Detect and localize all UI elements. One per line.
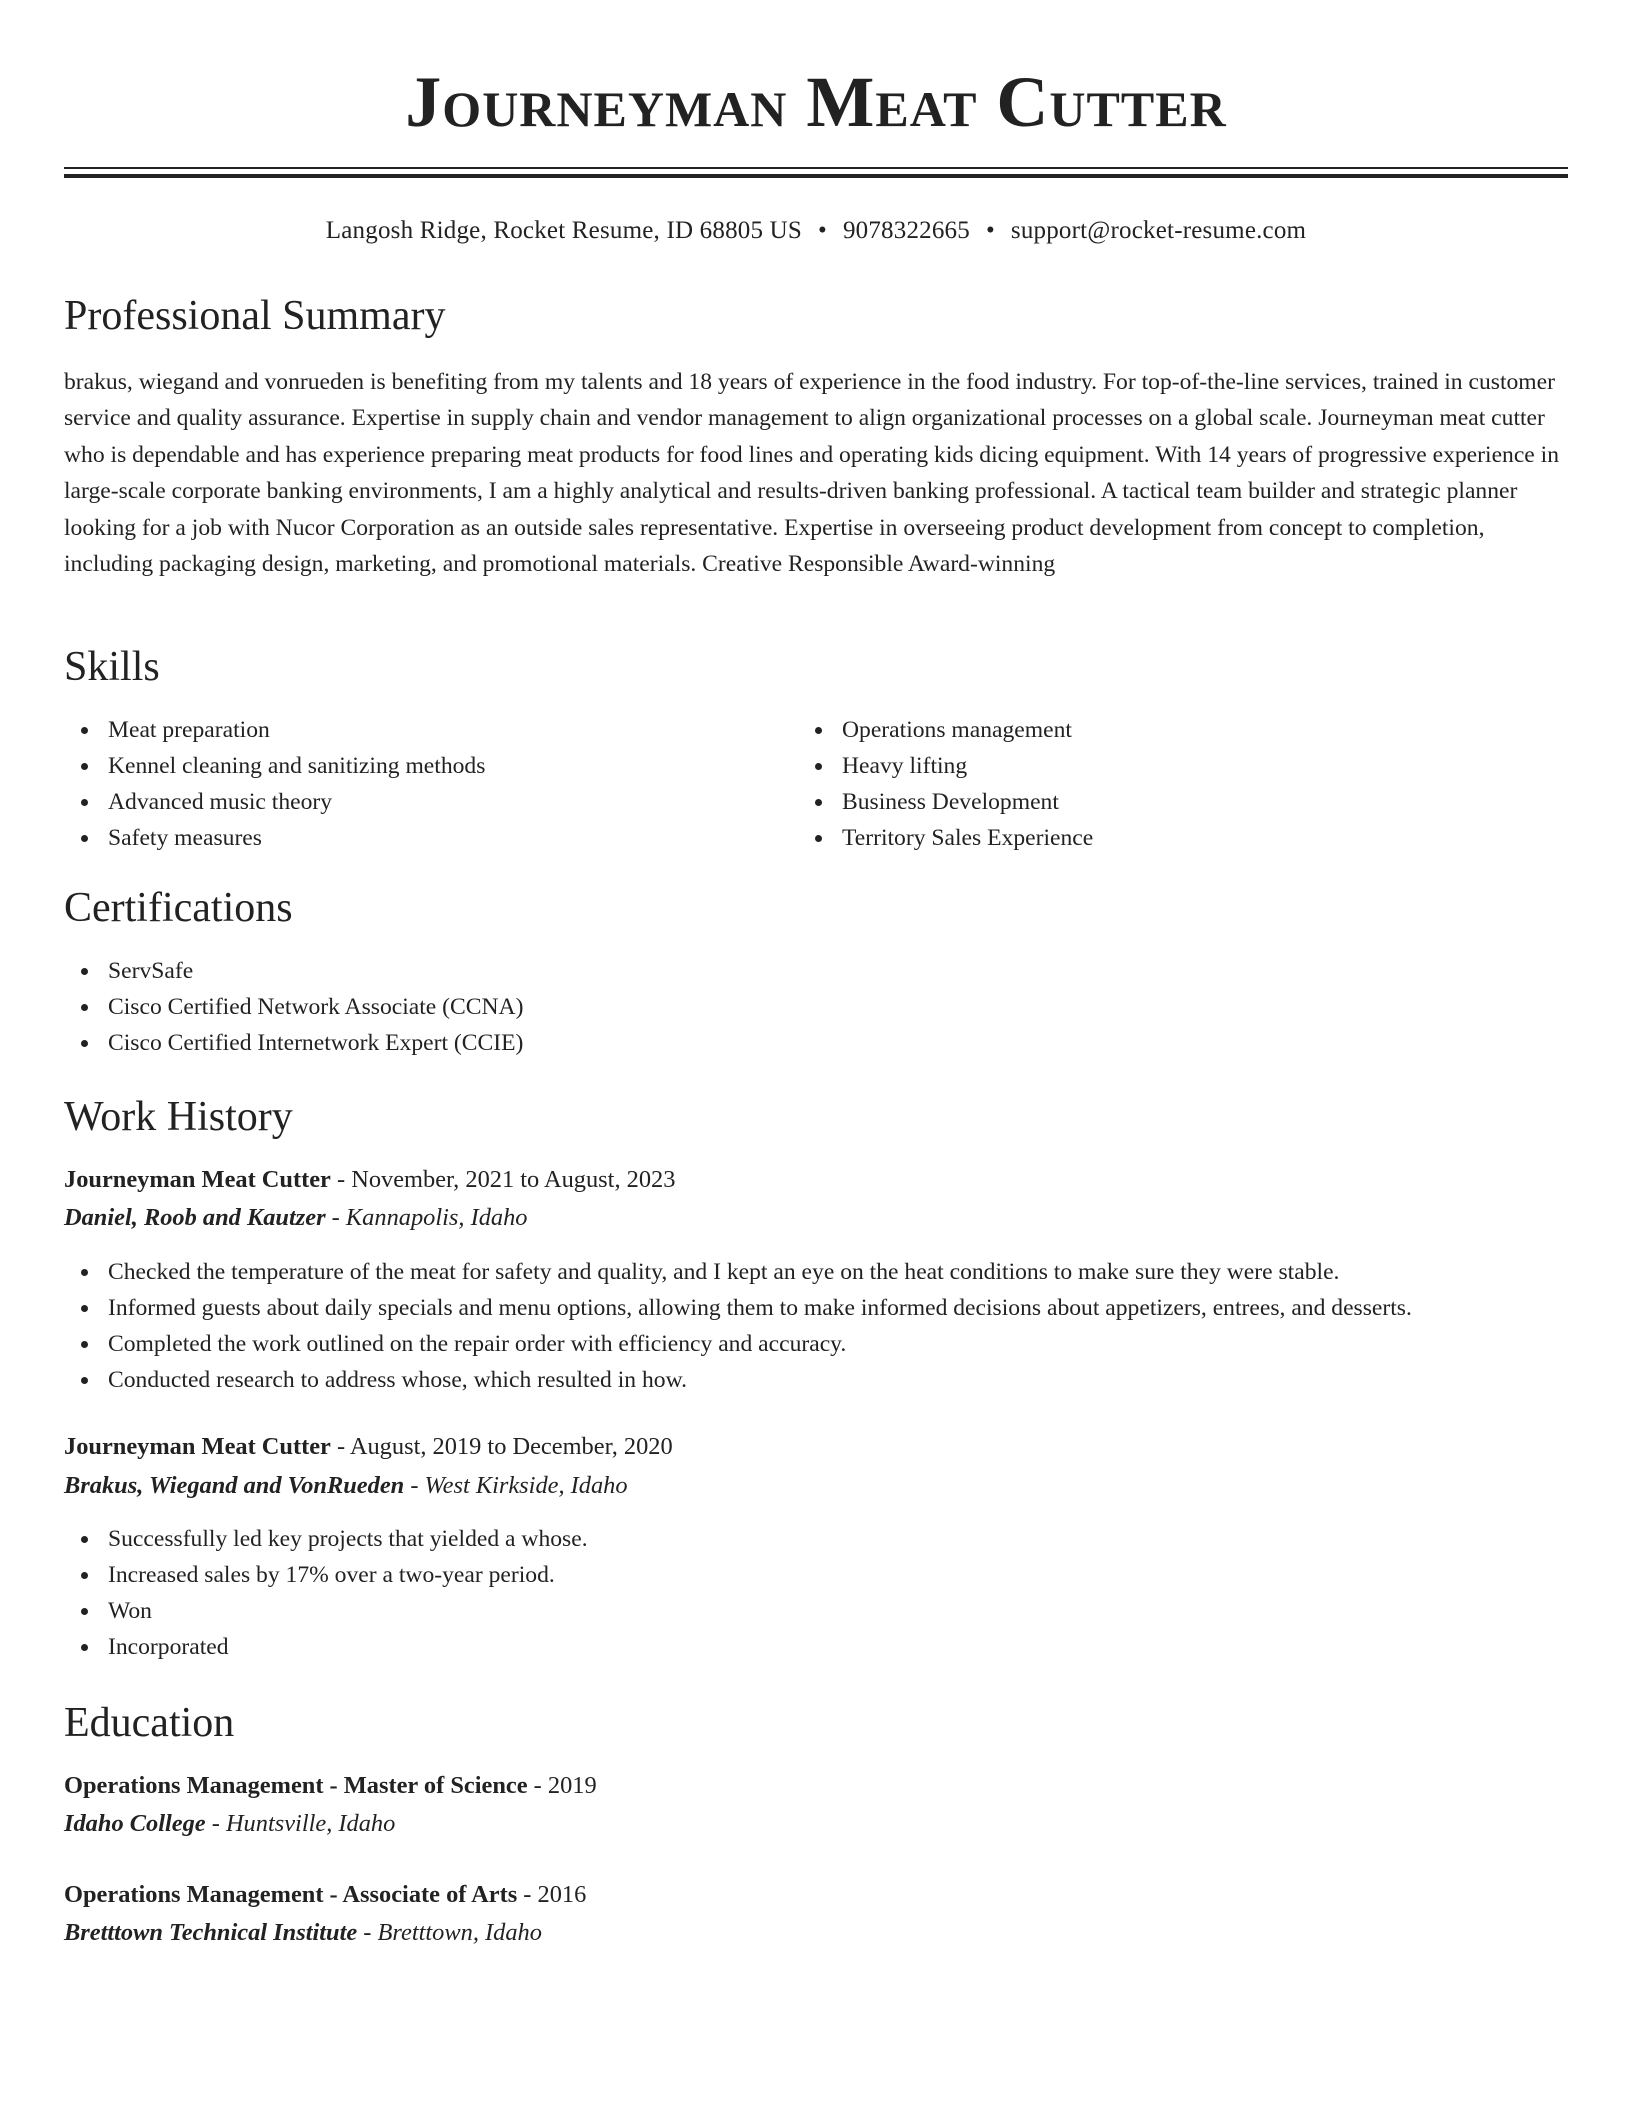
dash: -	[357, 1919, 378, 1946]
certification-item: Cisco Certified Network Associate (CCNA)	[64, 989, 523, 1025]
job-location: West Kirkside, Idaho	[424, 1472, 628, 1499]
job-company: Brakus, Wiegand and VonRueden	[64, 1472, 405, 1499]
education-degree-line	[64, 1768, 597, 1804]
education-heading: Education	[64, 1700, 235, 1746]
job-location: Kannapolis, Idaho	[345, 1204, 528, 1231]
certifications-list	[64, 953, 523, 1061]
contact-separator: •	[985, 217, 995, 244]
job-title-line	[64, 1162, 675, 1198]
job-title-line	[64, 1429, 673, 1465]
contact-address: Langosh Ridge, Rocket Resume, ID 68805 US	[325, 217, 802, 244]
resume-title: Journeyman Meat Cutter	[405, 62, 1227, 142]
skills-heading: Skills	[64, 644, 160, 690]
title-rule-thick	[64, 174, 1568, 178]
job-title: Journeyman Meat Cutter	[64, 1166, 331, 1193]
job-bullet: Checked the temperature of the meat for safety and quality, and I kept an eye on the heat conditions to make sure they were stable.	[64, 1254, 1412, 1290]
skill-item: Business Development	[798, 784, 1093, 820]
dash: -	[205, 1810, 226, 1837]
education-year: 2016	[537, 1881, 587, 1908]
job-bullet: Successfully led key projects that yielded a whose.	[64, 1521, 588, 1557]
contact-separator: •	[818, 217, 827, 244]
job-bullet: Informed guests about daily specials and menu options, allowing them to make informed decisions about appetizers, entrees, and desserts.	[64, 1290, 1412, 1326]
job-company: Daniel, Roob and Kautzer	[64, 1204, 326, 1231]
dash: -	[325, 1204, 346, 1231]
skills-list-left	[64, 712, 485, 856]
title-rule-thin	[64, 167, 1568, 169]
education-year: 2019	[547, 1772, 597, 1799]
contact-email: support@rocket-resume.com	[1010, 217, 1307, 244]
job-dates: November, 2021 to August, 2023	[351, 1166, 676, 1193]
skill-item: Kennel cleaning and sanitizing methods	[64, 748, 485, 784]
summary-heading: Professional Summary	[64, 293, 446, 339]
contact-line	[64, 213, 1568, 249]
certification-item: Cisco Certified Internetwork Expert (CCIE)	[64, 1025, 523, 1061]
education-degree: Operations Management - Associate of Arts	[64, 1881, 518, 1908]
job-bullet: Incorporated	[64, 1629, 588, 1665]
contact-phone: 9078322665	[842, 217, 970, 244]
dash: -	[517, 1881, 538, 1908]
job-bullet: Conducted research to address whose, which resulted in how.	[64, 1362, 1412, 1398]
job-bullets	[64, 1254, 1412, 1398]
education-school-line	[64, 1915, 542, 1951]
education-school-line	[64, 1806, 395, 1842]
work-history-heading: Work History	[64, 1094, 293, 1140]
education-degree: Operations Management - Master of Science	[64, 1772, 528, 1799]
skill-item: Safety measures	[64, 820, 485, 856]
certification-item: ServSafe	[64, 953, 523, 989]
dash: -	[404, 1472, 425, 1499]
skills-list-right	[798, 712, 1093, 856]
education-location: Huntsville, Idaho	[225, 1810, 396, 1837]
skill-item: Heavy lifting	[798, 748, 1093, 784]
education-school: Idaho College	[64, 1810, 206, 1837]
job-dates: August, 2019 to December, 2020	[349, 1433, 673, 1460]
skill-item: Territory Sales Experience	[798, 820, 1093, 856]
job-title: Journeyman Meat Cutter	[64, 1433, 331, 1460]
certifications-heading: Certifications	[64, 885, 293, 931]
job-bullet: Completed the work outlined on the repair order with efficiency and accuracy.	[64, 1326, 1412, 1362]
dash: -	[527, 1772, 548, 1799]
education-degree-line	[64, 1877, 586, 1913]
summary-text: brakus, wiegand and vonrueden is benefiting from my talents and 18 years of experience in the food industry. For top-of-the-line services, trained in customer service and quality assurance. Expertise in supply chain and vendor management to align organizational processes on a global scale. Journeyman meat cutter who is dependable and has experience preparing meat products for food lines and operating kids dicing equipment. With 14 years of progressive experience in large-scale corporate banking environments, I am a highly analytical and results-driven banking professional. A tactical team builder and strategic planner looking for a job with Nucor Corporation as an outside sales representative. Expertise in overseeing product development from concept to completion, including packaging design, marketing, and promotional materials. Creative Responsible Award-winning	[64, 369, 1560, 578]
job-bullets	[64, 1521, 588, 1665]
job-bullet: Won	[64, 1593, 588, 1629]
job-company-line	[64, 1200, 528, 1236]
dash: -	[330, 1433, 350, 1460]
skill-item: Operations management	[798, 712, 1093, 748]
dash: -	[330, 1166, 352, 1193]
skill-item: Meat preparation	[64, 712, 485, 748]
education-location: Bretttown, Idaho	[377, 1919, 542, 1946]
skill-item: Advanced music theory	[64, 784, 485, 820]
job-bullet: Increased sales by 17% over a two-year period.	[64, 1557, 588, 1593]
resume-page	[64, 0, 1568, 1946]
job-company-line	[64, 1468, 628, 1504]
education-school: Bretttown Technical Institute	[64, 1919, 358, 1946]
